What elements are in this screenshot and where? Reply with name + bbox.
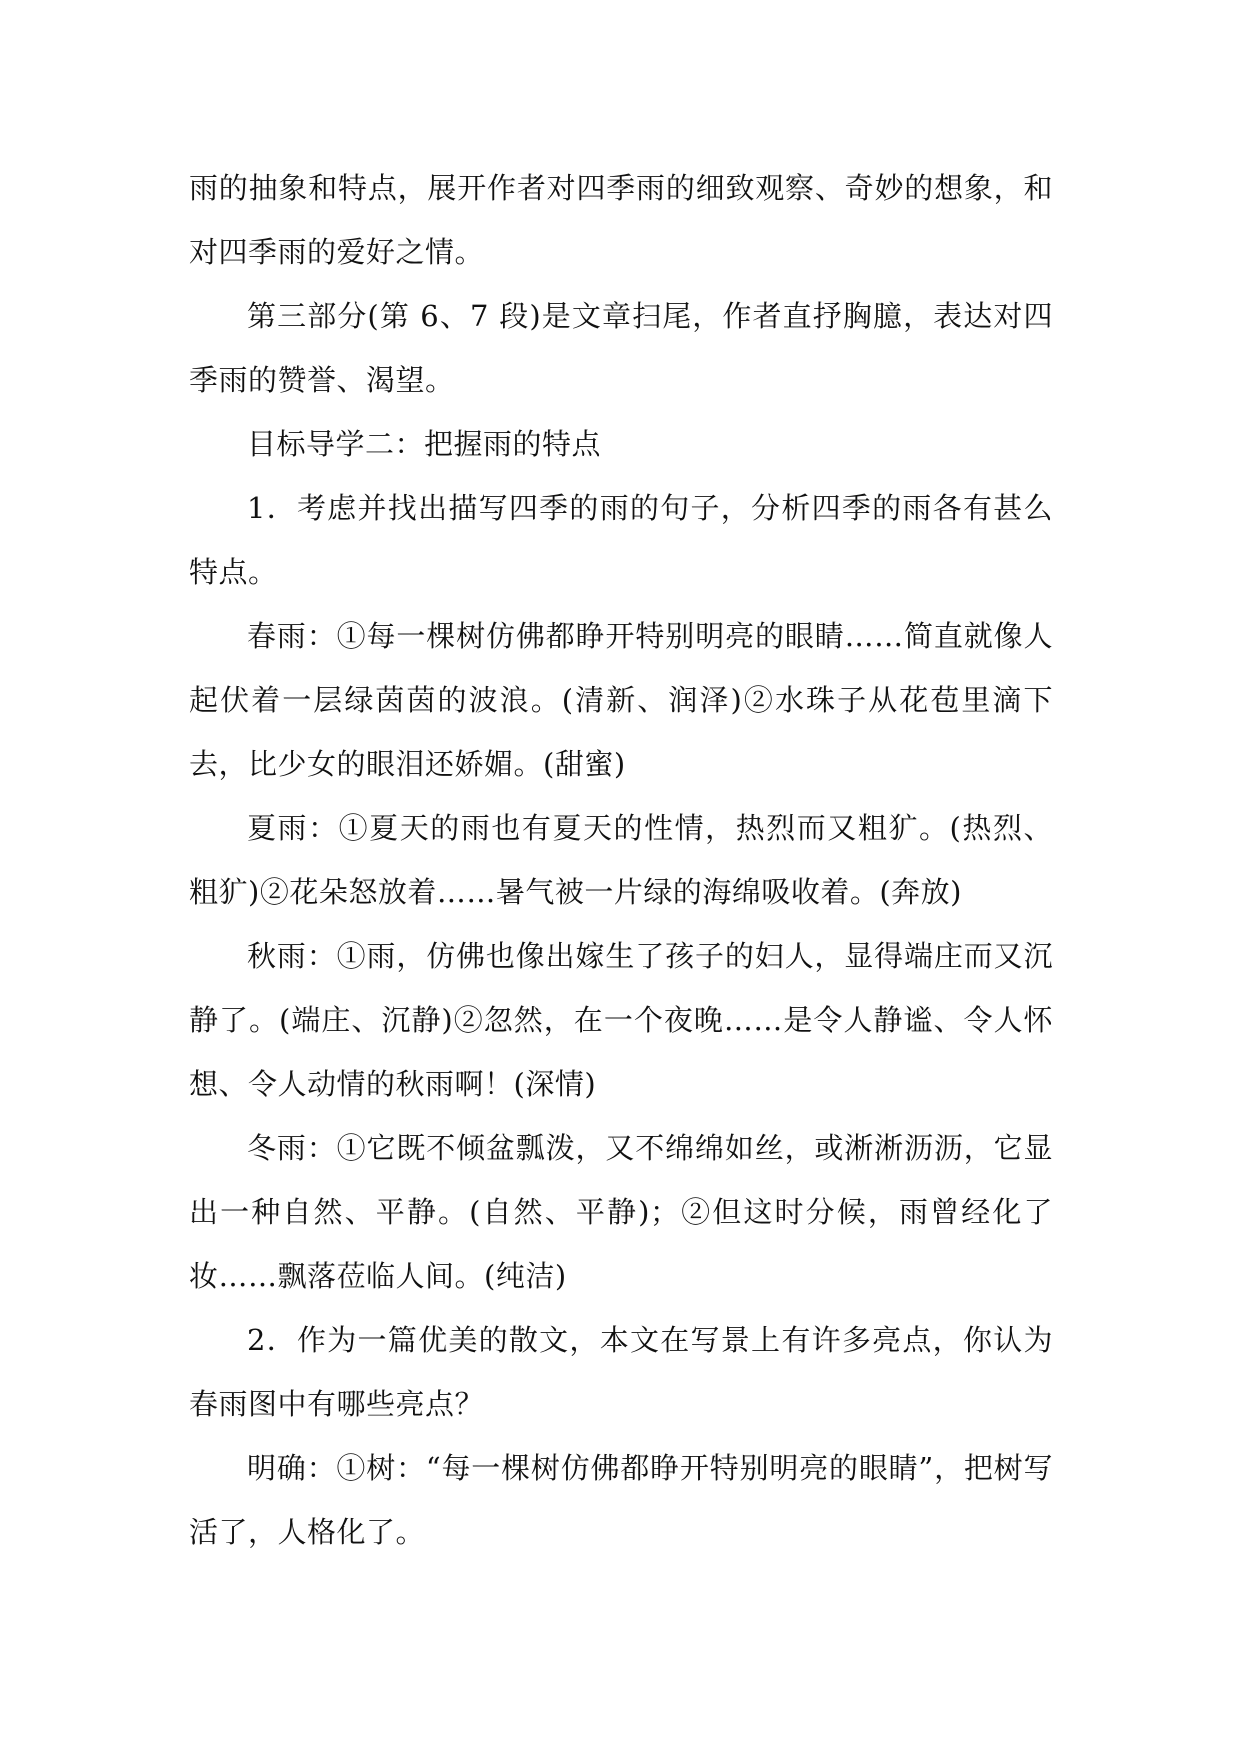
paragraph-part-three: 第三部分(第 6、7 段)是文章扫尾，作者直抒胸臆，表达对四季雨的赞誉、渴望。 (189, 299, 1053, 397)
paragraph-spring-rain: 春雨：①每一棵树仿佛都睁开特别明亮的眼睛……简直就像人起伏着一层绿茵茵的波浪。(清新、润泽)②水珠子从花苞里滴下去，比少女的眼泪还娇媚。(甜蜜) (189, 619, 1053, 781)
paragraph-continuation: 雨的抽象和特点，展开作者对四季雨的细致观察、奇妙的想象，和对四季雨的爱好之情。 (189, 171, 1053, 269)
question-one: 1．考虑并找出描写四季的雨的句子，分析四季的雨各有甚么特点。 (189, 491, 1053, 589)
section-heading-goal-two: 目标导学二：把握雨的特点 (247, 427, 602, 461)
paragraph-autumn-rain: 秋雨：①雨，仿佛也像出嫁生了孩子的妇人，显得端庄而又沉静了。(端庄、沉静)②忽然，在一个夜晚……是令人静谧、令人怀想、令人动情的秋雨啊！(深情) (189, 939, 1053, 1101)
question-two: 2．作为一篇优美的散文，本文在写景上有许多亮点，你认为春雨图中有哪些亮点？ (189, 1323, 1053, 1421)
paragraph-answer: 明确：①树：“每一棵树仿佛都睁开特别明亮的眼睛”，把树写活了，人格化了。 (189, 1451, 1053, 1549)
paragraph-summer-rain: 夏雨：①夏天的雨也有夏天的性情，热烈而又粗犷。(热烈、粗犷)②花朵怒放着……暑气被一片绿的海绵吸收着。(奔放) (189, 811, 1053, 909)
document-body (189, 156, 1053, 1564)
paragraph-winter-rain: 冬雨：①它既不倾盆瓢泼，又不绵绵如丝，或淅淅沥沥，它显出一种自然、平静。(自然、平静)；②但这时分候，雨曾经化了妆……飘落莅临人间。(纯洁) (189, 1131, 1053, 1293)
